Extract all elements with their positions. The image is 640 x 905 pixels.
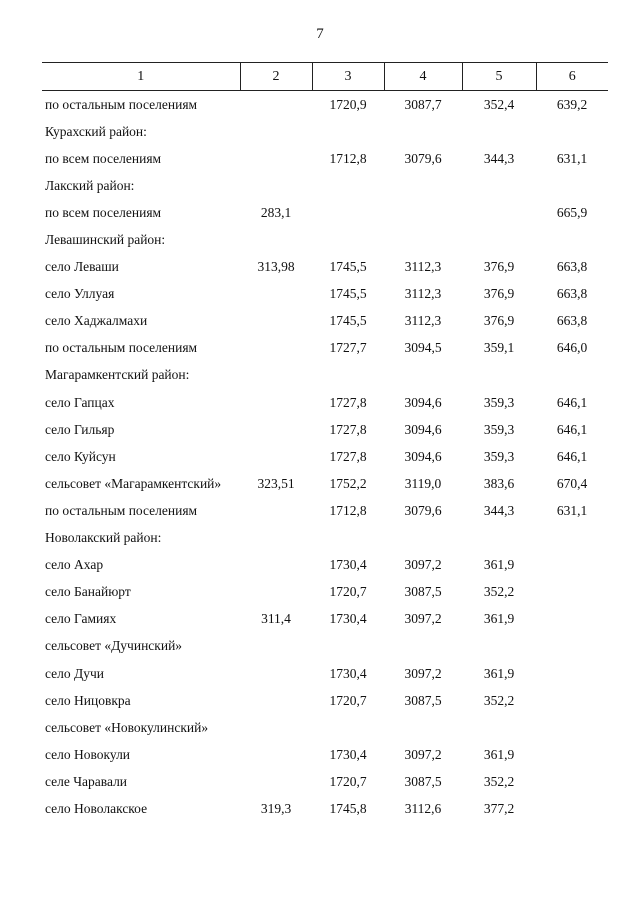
row-label: Магарамкентский район:: [45, 367, 190, 383]
cell-col-2: [240, 633, 312, 660]
table-row: [42, 741, 608, 768]
cell-col-3: 1720,7: [329, 584, 367, 600]
cell-col-4: 3087,5: [404, 584, 442, 600]
cell-col-5: [462, 172, 536, 199]
table-row: [42, 254, 608, 281]
cell-col-6: [536, 795, 608, 822]
row-label: село Гамиях: [45, 611, 117, 627]
table-row: [42, 470, 608, 497]
cell-col-6: [536, 606, 608, 633]
cell-col-5: 383,6: [483, 475, 515, 491]
cell-col-2: [240, 443, 312, 470]
cell-col-6: 631,1: [556, 150, 588, 166]
cell-col-5: 359,3: [483, 448, 515, 464]
row-label: Левашинский район:: [45, 232, 166, 248]
table-row: [42, 552, 608, 579]
cell-col-5: [462, 714, 536, 741]
cell-col-5: 361,9: [483, 557, 515, 573]
table-row: [42, 768, 608, 795]
table-row: [42, 687, 608, 714]
cell-col-4: 3112,3: [404, 286, 442, 302]
cell-col-6: [536, 525, 608, 552]
cell-col-5: 377,2: [483, 800, 515, 816]
cell-col-5: [462, 633, 536, 660]
cell-col-2: [240, 281, 312, 308]
row-label: село Дучи: [45, 665, 104, 681]
cell-col-2: [240, 335, 312, 362]
row-label: селе Чаравали: [45, 773, 128, 789]
cell-col-6: 639,2: [556, 96, 588, 112]
row-label: сельсовет «Новокулинский»: [45, 719, 209, 735]
cell-col-3: 1727,7: [329, 340, 367, 356]
cell-col-2: [240, 660, 312, 687]
cell-col-3: 1712,8: [329, 150, 367, 166]
cell-col-5: 344,3: [483, 150, 515, 166]
cell-col-6: [536, 660, 608, 687]
cell-col-2: [240, 226, 312, 253]
cell-col-3: 1730,4: [329, 611, 367, 627]
column-header-4: 4: [384, 63, 462, 91]
cell-col-4: 3094,6: [404, 421, 442, 437]
cell-col-5: 361,9: [483, 665, 515, 681]
table-row: [42, 795, 608, 822]
cell-col-6: 646,1: [556, 448, 588, 464]
row-label: село Гильяр: [45, 421, 115, 437]
table-row: [42, 714, 608, 741]
cell-col-3: 1745,5: [329, 313, 367, 329]
cell-col-2: [240, 416, 312, 443]
table-row: [42, 145, 608, 172]
table-row: [42, 362, 608, 389]
row-label: по всем поселениям: [45, 204, 162, 220]
cell-col-4: [384, 172, 462, 199]
cell-col-2: [240, 579, 312, 606]
cell-col-2: 283,1: [260, 204, 292, 220]
cell-col-3: 1745,8: [329, 800, 367, 816]
table-row: [42, 633, 608, 660]
tariff-table: [42, 62, 608, 823]
cell-col-2: 323,51: [257, 475, 295, 491]
table-row: [42, 525, 608, 552]
header-row: [42, 63, 608, 91]
cell-col-3: [312, 226, 384, 253]
row-label: по всем поселениям: [45, 150, 162, 166]
cell-col-6: [536, 768, 608, 795]
cell-col-2: [240, 687, 312, 714]
cell-col-3: 1727,8: [329, 421, 367, 437]
row-label: село Уллуая: [45, 286, 115, 302]
cell-col-2: 313,98: [257, 259, 295, 275]
cell-col-4: 3079,6: [404, 502, 442, 518]
cell-col-4: 3094,6: [404, 448, 442, 464]
cell-col-3: 1730,4: [329, 746, 367, 762]
table-row: [42, 335, 608, 362]
row-label: село Хаджалмахи: [45, 313, 148, 329]
table-body: [42, 91, 608, 823]
cell-col-3: 1720,7: [329, 773, 367, 789]
cell-col-6: [536, 633, 608, 660]
row-label: сельсовет «Магарамкентский»: [45, 475, 222, 491]
cell-col-2: [240, 91, 312, 119]
table-row: [42, 416, 608, 443]
table-row: [42, 443, 608, 470]
column-header-3: 3: [312, 63, 384, 91]
cell-col-6: 670,4: [556, 475, 588, 491]
column-header-2: 2: [240, 63, 312, 91]
cell-col-6: [536, 552, 608, 579]
cell-col-2: [240, 172, 312, 199]
row-label: Лакский район:: [45, 177, 135, 193]
cell-col-4: 3112,3: [404, 259, 442, 275]
cell-col-4: 3087,5: [404, 692, 442, 708]
cell-col-3: [312, 118, 384, 145]
table-row: [42, 172, 608, 199]
cell-col-4: 3097,2: [404, 746, 442, 762]
cell-col-3: [312, 172, 384, 199]
cell-col-4: [384, 226, 462, 253]
cell-col-5: [462, 199, 536, 226]
cell-col-6: 646,1: [556, 421, 588, 437]
table-row: [42, 606, 608, 633]
cell-col-2: [240, 741, 312, 768]
cell-col-2: [240, 389, 312, 416]
row-label: село Гапцах: [45, 394, 115, 410]
cell-col-3: 1727,8: [329, 448, 367, 464]
row-label: село Банайюрт: [45, 584, 131, 600]
cell-col-4: 3112,3: [404, 313, 442, 329]
cell-col-4: [384, 525, 462, 552]
cell-col-5: 352,2: [483, 584, 515, 600]
cell-col-6: [536, 172, 608, 199]
table-row: [42, 497, 608, 524]
cell-col-2: [240, 714, 312, 741]
cell-col-6: 663,8: [556, 313, 588, 329]
cell-col-5: 376,9: [483, 259, 515, 275]
cell-col-3: [312, 714, 384, 741]
cell-col-6: 646,1: [556, 394, 588, 410]
cell-col-6: [536, 362, 608, 389]
cell-col-4: 3094,5: [404, 340, 442, 356]
cell-col-3: 1730,4: [329, 557, 367, 573]
table-row: [42, 579, 608, 606]
cell-col-3: [312, 362, 384, 389]
cell-col-5: 359,3: [483, 394, 515, 410]
cell-col-4: 3097,2: [404, 557, 442, 573]
cell-col-5: 344,3: [483, 502, 515, 518]
cell-col-3: 1752,2: [329, 475, 367, 491]
cell-col-5: 361,9: [483, 611, 515, 627]
cell-col-6: 646,0: [556, 340, 588, 356]
cell-col-3: 1727,8: [329, 394, 367, 410]
column-header-6: 6: [536, 63, 608, 91]
page-number: 7: [316, 26, 324, 42]
cell-col-3: 1745,5: [329, 259, 367, 275]
row-label: село Ницовкра: [45, 692, 131, 708]
table-row: [42, 308, 608, 335]
row-label: Новолакский район:: [45, 530, 162, 546]
cell-col-3: 1712,8: [329, 502, 367, 518]
cell-col-5: 376,9: [483, 313, 515, 329]
row-label: село Новокули: [45, 746, 131, 762]
cell-col-2: [240, 525, 312, 552]
cell-col-6: [536, 741, 608, 768]
cell-col-5: 352,2: [483, 692, 515, 708]
table-header: [42, 63, 608, 91]
table-row: [42, 226, 608, 253]
cell-col-6: [536, 226, 608, 253]
row-label: сельсовет «Дучинский»: [45, 638, 183, 654]
cell-col-6: 631,1: [556, 502, 588, 518]
cell-col-2: [240, 497, 312, 524]
table-row: [42, 660, 608, 687]
cell-col-6: 663,8: [556, 286, 588, 302]
cell-col-5: 359,1: [483, 340, 515, 356]
row-label: село Новолакское: [45, 800, 148, 816]
cell-col-2: 311,4: [261, 611, 291, 627]
cell-col-6: [536, 714, 608, 741]
cell-col-2: [240, 552, 312, 579]
cell-col-2: 319,3: [260, 800, 292, 816]
cell-col-5: [462, 226, 536, 253]
row-label: село Куйсун: [45, 448, 116, 464]
cell-col-6: [536, 118, 608, 145]
cell-col-5: [462, 118, 536, 145]
cell-col-5: 359,3: [483, 421, 515, 437]
cell-col-3: [312, 633, 384, 660]
column-header-5: 5: [462, 63, 536, 91]
cell-col-3: 1720,9: [329, 96, 367, 112]
cell-col-6: 665,9: [556, 204, 588, 220]
cell-col-2: [240, 362, 312, 389]
column-header-1: 1: [42, 63, 240, 91]
cell-col-4: 3087,7: [404, 96, 442, 112]
cell-col-5: 376,9: [483, 286, 515, 302]
row-label: по остальным поселениям: [45, 340, 198, 356]
cell-col-2: [240, 145, 312, 172]
cell-col-5: [462, 362, 536, 389]
table-row: [42, 118, 608, 145]
cell-col-6: [536, 687, 608, 714]
row-label: по остальным поселениям: [45, 502, 198, 518]
cell-col-4: [384, 199, 462, 226]
cell-col-4: 3097,2: [404, 611, 442, 627]
table-row: [42, 199, 608, 226]
cell-col-5: 352,2: [483, 773, 515, 789]
row-label: по остальным поселениям: [45, 96, 198, 112]
cell-col-3: 1745,5: [329, 286, 367, 302]
row-label: село Леваши: [45, 259, 119, 275]
cell-col-3: [312, 525, 384, 552]
cell-col-4: 3119,0: [404, 475, 442, 491]
cell-col-6: 663,8: [556, 259, 588, 275]
cell-col-4: 3097,2: [404, 665, 442, 681]
cell-col-4: 3087,5: [404, 773, 442, 789]
cell-col-5: 352,4: [483, 96, 515, 112]
row-label: село Ахар: [45, 557, 104, 573]
table-row: [42, 389, 608, 416]
cell-col-5: [462, 525, 536, 552]
row-label: Курахский район:: [45, 123, 147, 139]
cell-col-3: [312, 199, 384, 226]
cell-col-3: 1730,4: [329, 665, 367, 681]
cell-col-6: [536, 579, 608, 606]
cell-col-2: [240, 118, 312, 145]
cell-col-5: 361,9: [483, 746, 515, 762]
cell-col-2: [240, 308, 312, 335]
cell-col-4: 3112,6: [404, 800, 442, 816]
cell-col-4: [384, 118, 462, 145]
table-row: [42, 281, 608, 308]
cell-col-3: 1720,7: [329, 692, 367, 708]
cell-col-4: 3094,6: [404, 394, 442, 410]
cell-col-4: [384, 362, 462, 389]
cell-col-4: 3079,6: [404, 150, 442, 166]
cell-col-4: [384, 714, 462, 741]
cell-col-4: [384, 633, 462, 660]
cell-col-2: [240, 768, 312, 795]
table-row: [42, 91, 608, 119]
